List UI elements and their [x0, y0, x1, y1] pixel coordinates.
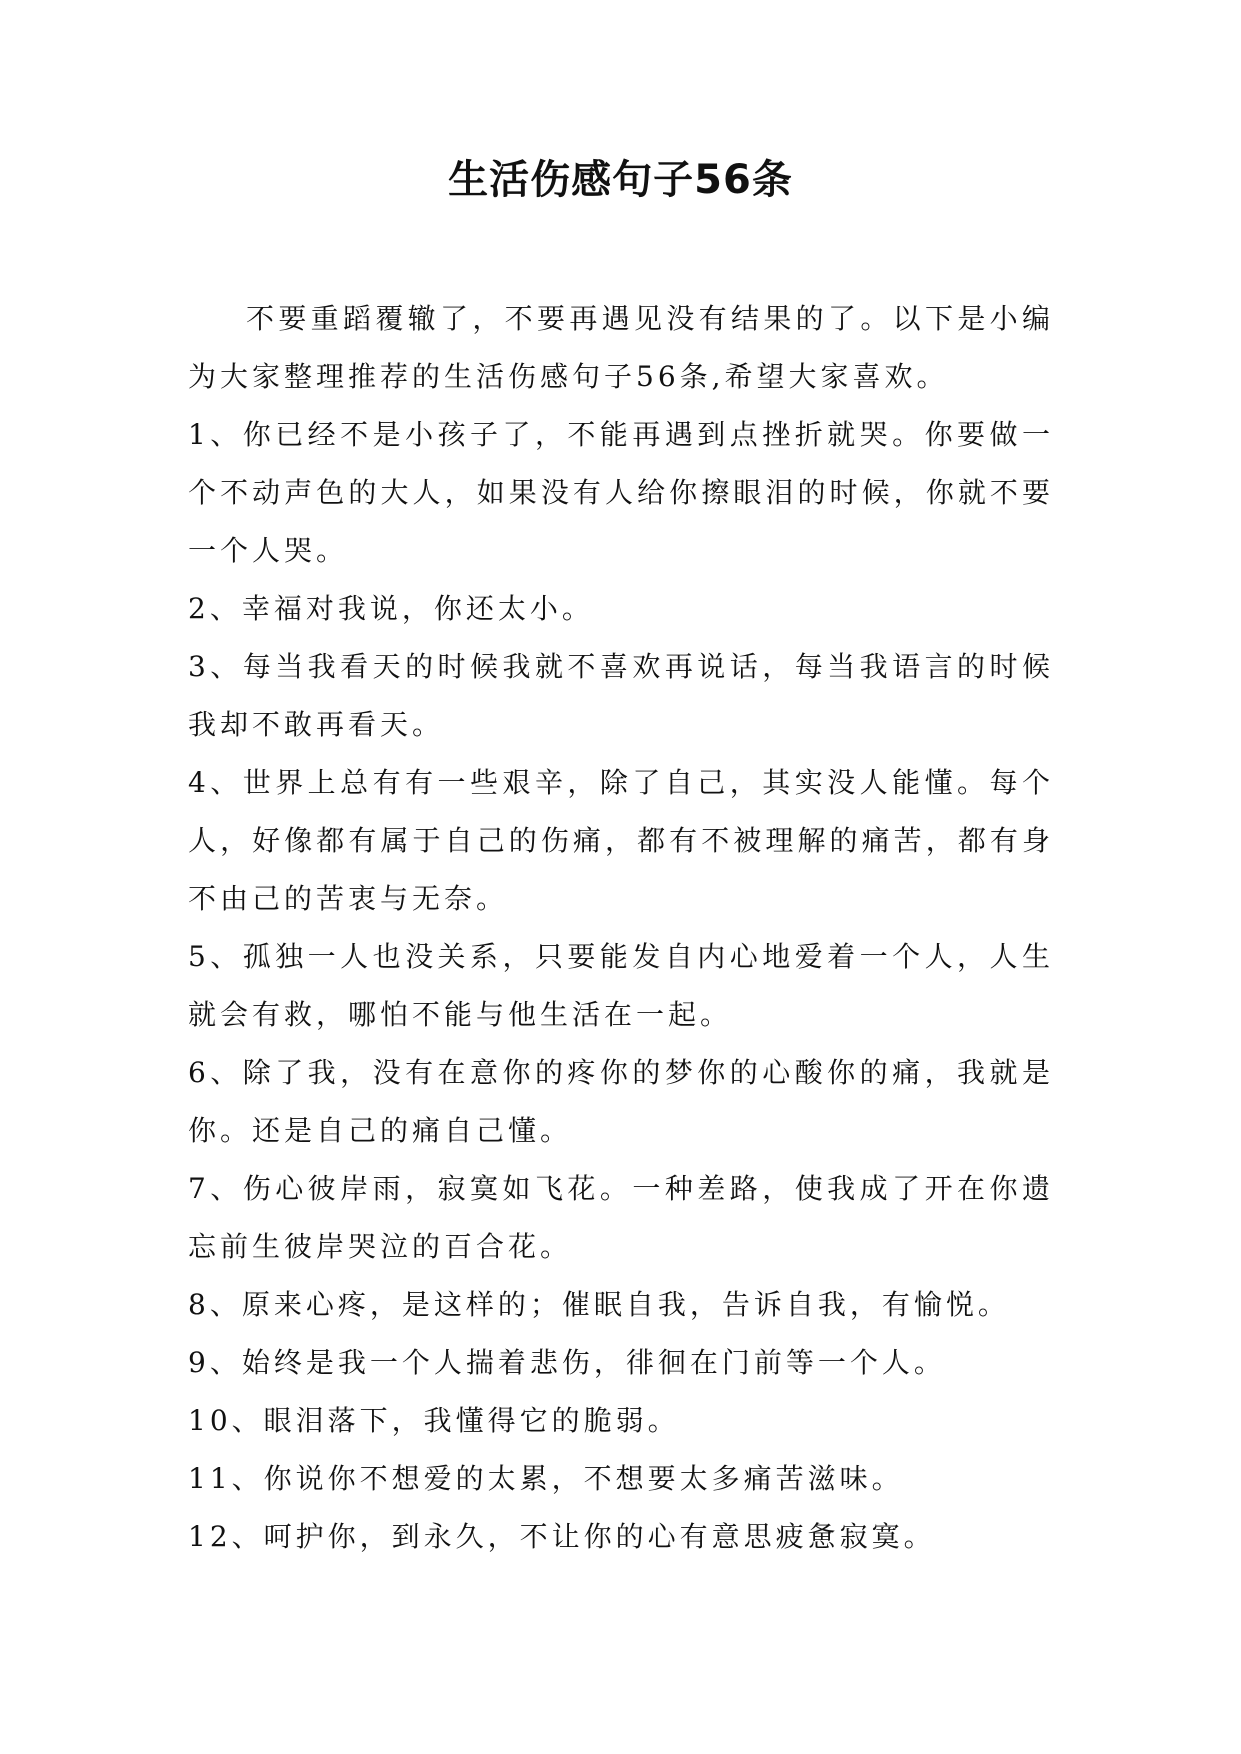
list-item: 4、世界上总有有一些艰辛，除了自己，其实没人能懂。每个人，好像都有属于自己的伤痛，都有不被理解的痛苦，都有身不由己的苦衷与无奈。	[188, 766, 1054, 915]
list-item: 5、孤独一人也没关系，只要能发自内心地爱着一个人，人生就会有救，哪怕不能与他生活在一起。	[188, 940, 1054, 1031]
list-item: 12、呵护你，到永久，不让你的心有意思疲惫寂寞。	[188, 1520, 936, 1553]
document-title: 生活伤感句子56条	[448, 157, 793, 203]
list-item: 7、伤心彼岸雨，寂寞如飞花。一种差路，使我成了开在你遗忘前生彼岸哭泣的百合花。	[188, 1172, 1054, 1263]
document-body	[188, 290, 1054, 1566]
list-item: 10、眼泪落下，我懂得它的脆弱。	[188, 1404, 680, 1437]
intro-paragraph: 不要重蹈覆辙了，不要再遇见没有结果的了。以下是小编为大家整理推荐的生活伤感句子56条,希望大家喜欢。	[188, 302, 1054, 393]
list-item: 1、你已经不是小孩子了，不能再遇到点挫折就哭。你要做一个不动声色的大人，如果没有人给你擦眼泪的时候，你就不要一个人哭。	[188, 418, 1054, 567]
list-item: 3、每当我看天的时候我就不喜欢再说话，每当我语言的时候我却不敢再看天。	[188, 650, 1054, 741]
list-item: 9、始终是我一个人揣着悲伤，徘徊在门前等一个人。	[188, 1346, 946, 1379]
list-item: 8、原来心疼，是这样的；催眠自我，告诉自我，有愉悦。	[188, 1288, 1010, 1321]
list-item: 11、你说你不想爱的太累，不想要太多痛苦滋味。	[188, 1462, 904, 1495]
list-item: 6、除了我，没有在意你的疼你的梦你的心酸你的痛，我就是你。还是自己的痛自己懂。	[188, 1056, 1054, 1147]
list-item: 2、幸福对我说，你还太小。	[188, 592, 594, 625]
